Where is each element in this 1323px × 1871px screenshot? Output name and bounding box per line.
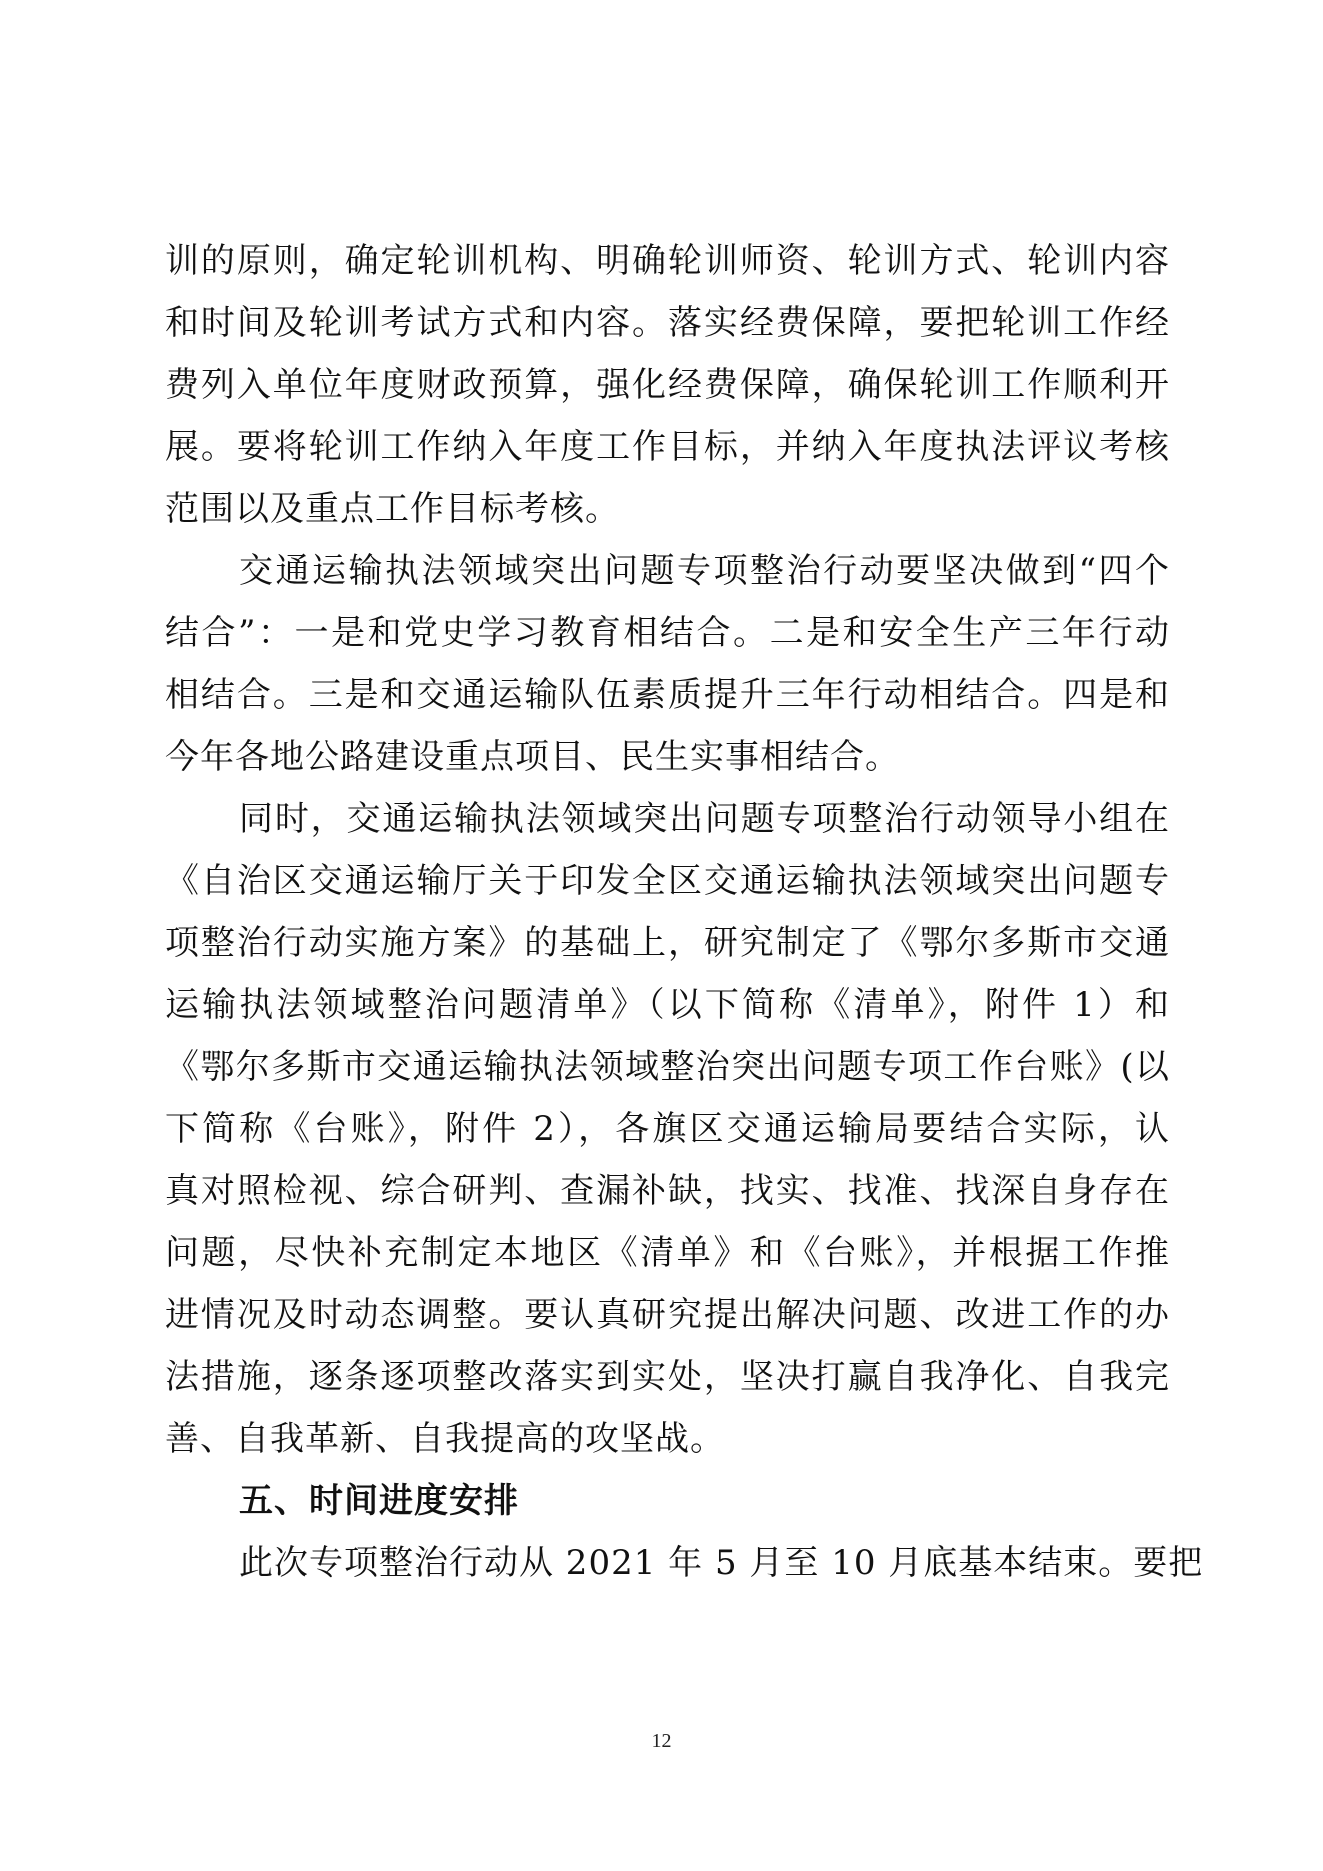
text-line: 今年各地公路建设重点项目、民生实事相结合。 xyxy=(165,737,900,777)
text-line: 相结合。三是和交通运输队伍素质提升三年行动相结合。四是和 xyxy=(165,675,1170,715)
text-line: 问题，尽快补充制定本地区《清单》和《台账》，并根据工作推 xyxy=(165,1233,1170,1273)
text-line: 运输执法领域整治问题清单》（以下简称《清单》，附件 1）和 xyxy=(165,985,1170,1025)
section-heading: 五、时间进度安排 xyxy=(239,1481,519,1521)
text-line: 进情况及时动态调整。要认真研究提出解决问题、改进工作的办 xyxy=(165,1295,1170,1335)
page-number: 12 xyxy=(651,1730,672,1752)
text-line: 费列入单位年度财政预算，强化经费保障，确保轮训工作顺利开 xyxy=(165,365,1170,405)
body-text xyxy=(165,230,1204,1594)
text-line: 善、自我革新、自我提高的攻坚战。 xyxy=(165,1419,725,1459)
text-line: 法措施，逐条逐项整改落实到实处，坚决打赢自我净化、自我完 xyxy=(165,1357,1170,1397)
text-line: 训的原则，确定轮训机构、明确轮训师资、轮训方式、轮训内容 xyxy=(165,241,1170,281)
text-line: 交通运输执法领域突出问题专项整治行动要坚决做到“四个 xyxy=(239,551,1170,591)
text-line: 范围以及重点工作目标考核。 xyxy=(165,489,620,529)
text-line: 项整治行动实施方案》的基础上，研究制定了《鄂尔多斯市交通 xyxy=(165,923,1170,963)
text-line: 结合”：一是和党史学习教育相结合。二是和安全生产三年行动 xyxy=(165,613,1170,653)
text-line: 《鄂尔多斯市交通运输执法领域整治突出问题专项工作台账》(以 xyxy=(165,1047,1170,1087)
text-line: 下简称《台账》，附件 2），各旗区交通运输局要结合实际，认 xyxy=(165,1109,1170,1149)
text-line: 此次专项整治行动从 2021 年 5 月至 10 月底基本结束。要把 xyxy=(239,1543,1204,1583)
text-line: 《自治区交通运输厅关于印发全区交通运输执法领域突出问题专 xyxy=(165,861,1170,901)
text-line: 真对照检视、综合研判、查漏补缺，找实、找准、找深自身存在 xyxy=(165,1171,1170,1211)
text-line: 展。要将轮训工作纳入年度工作目标，并纳入年度执法评议考核 xyxy=(165,427,1170,467)
text-line: 同时，交通运输执法领域突出问题专项整治行动领导小组在 xyxy=(239,799,1170,839)
text-line: 和时间及轮训考试方式和内容。落实经费保障，要把轮训工作经 xyxy=(165,303,1170,343)
